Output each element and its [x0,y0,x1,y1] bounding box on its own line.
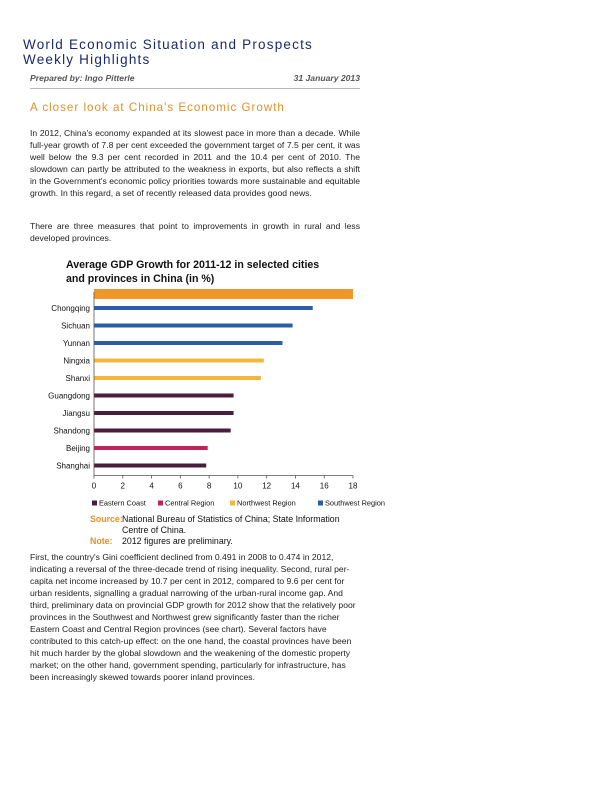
bar [94,341,282,345]
bar [94,429,231,433]
chart-title-line1: Average GDP Growth for 2011-12 in selected cities [66,259,320,271]
category-label: Sichuan [61,321,90,331]
category-label: Shandong [53,426,90,436]
legend-swatch [318,501,323,506]
header-divider [30,88,360,89]
category-label: Yunnan [62,339,90,348]
x-tick-label: 4 [149,481,154,491]
legend-label: Central Region [165,498,215,508]
x-tick-label: 12 [262,481,272,491]
section-title: A closer look at China's Economic Growth [30,101,285,114]
bar [94,359,264,363]
prepared-by: Prepared by: Ingo Pitterle [30,73,135,83]
x-tick-label: 14 [290,481,300,491]
chart-header-bar [94,289,353,299]
bar [94,464,206,468]
x-tick-label: 0 [91,481,97,491]
source-line2: Centre of China. [122,525,187,535]
bar [94,324,293,328]
category-label: Shanghai [56,461,90,471]
category-label: Shanxi [65,374,90,383]
legend-label: Eastern Coast [99,498,146,508]
gdp-growth-chart [40,258,385,548]
byline [30,73,360,87]
category-label: Ningxia [63,356,90,366]
bar [94,306,313,310]
category-label: Guangdong [48,391,90,401]
note-text: 2012 figures are preliminary. [122,536,233,546]
category-label: Beijing [65,444,90,453]
x-tick-label: 6 [178,481,183,491]
report-subtitle: Weekly Highlights [23,52,151,67]
category-label: Jiangsu [62,409,90,418]
report-title: World Economic Situation and Prospects [23,37,313,52]
chart-source [90,514,360,547]
x-tick-label: 18 [348,481,358,491]
category-label: Chongqing [51,304,90,313]
x-tick-label: 10 [233,481,243,491]
legend-label: Northwest Region [237,498,296,508]
chart-title-line2: and provinces in China (in %) [66,273,215,285]
bar [94,446,208,450]
source-label: Source: [90,514,123,524]
bar [94,394,234,398]
legend-label: Southwest Region [325,498,385,508]
x-tick-label: 16 [319,481,329,491]
report-date: 31 January 2013 [293,73,360,83]
bar [94,411,234,415]
paragraph-intro: In 2012, China's economy expanded at its slowest pace in more than a decade. While full-year growth of 7.8 per cent exceeded the government target of 7.5 per cent, it was well below the 9.3 per cent recorded in 2011 and the 10.4 per cent of 2010. The slowdown can partly be attributed to the weakness in exports, but also reflects a shift in the Government's economic policy priorities towards more sustainable and equitable growth. In this regard, a set of recently released data provides good news. [30,128,360,198]
paragraph-analysis: First, the country's Gini coefficient declined from 0.491 in 2008 to 0.474 in 2012, indicating a reversal of the three-decade trend of rising inequality. Second, rural per-capita net income increased by 10.7 per cent in 2012, compared to 9.6 per cent for urban residents, signalling a gradual narrowing of the urban-rural income gap. And third, preliminary data on provincial GDP growth for 2012 show that the relatively poor provinces in the Southwest and Northwest grew significantly faster than the richer Eastern Coast and Central Region provinces (see chart). Several factors have contributed to this catch-up effect: on the one hand, the coastal provinces have been hit much harder by the global slowdown and the weakening of the domestic property market; on the other hand, government spending, particularly for infrastructure, has been increasingly skewed towards poorer inland provinces. [30,552,356,682]
note-label: Note: [90,536,113,546]
paragraph-measures: There are three measures that point to improvements in growth in rural and less developed provinces. [30,221,360,243]
bar [94,376,261,380]
legend-swatch [92,501,97,506]
legend-swatch [158,501,163,506]
x-tick-label: 2 [120,481,126,491]
source-line1: National Bureau of Statistics of China; State Information [122,514,340,524]
x-tick-label: 8 [206,481,212,491]
chart-svg [40,258,385,513]
legend-swatch [230,501,235,506]
